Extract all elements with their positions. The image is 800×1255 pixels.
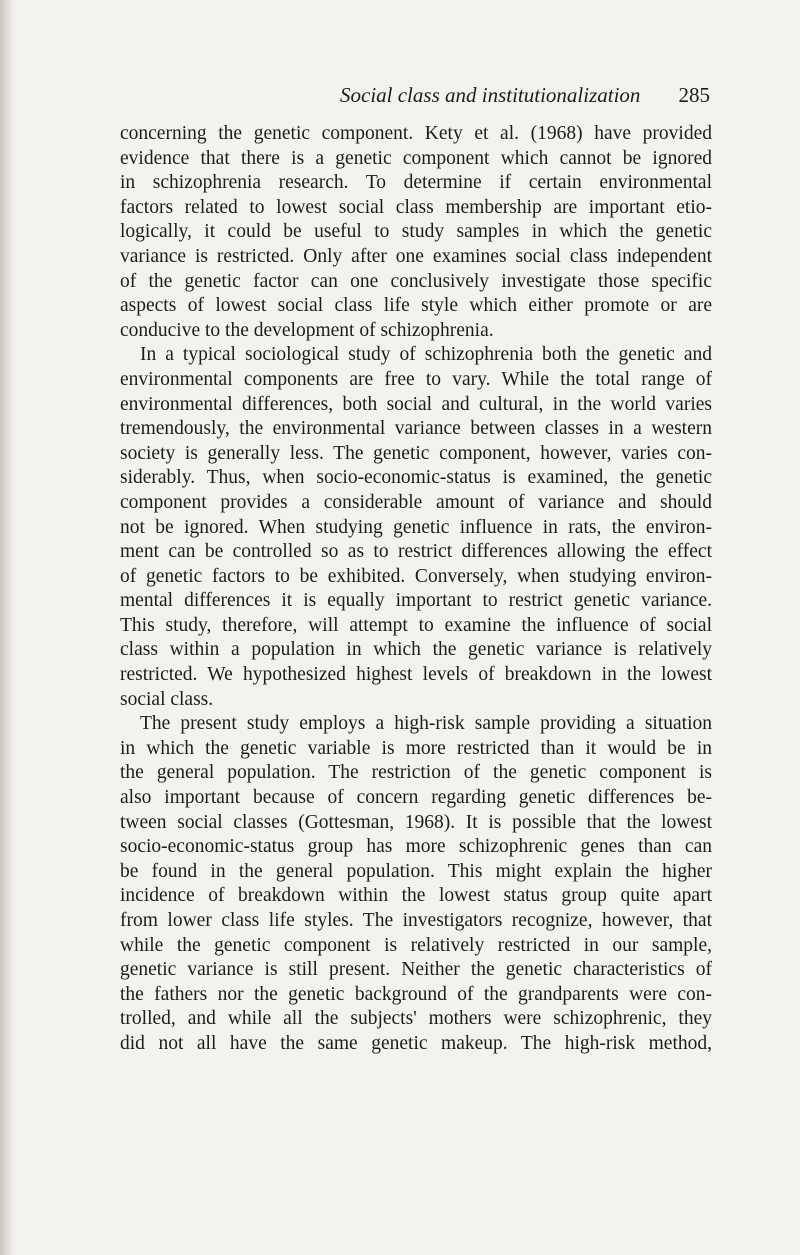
text-line: environmental components are free to vary. While the total range of — [120, 368, 712, 390]
text-line: logically, it could be useful to study samples in which the genetic — [120, 221, 712, 243]
text-line: the general population. The restriction of the genetic component is — [120, 762, 712, 784]
page-gutter-shadow — [0, 0, 14, 1255]
text-line: of the genetic factor can one conclusively investigate those specific — [120, 270, 712, 292]
text-line: siderably. Thus, when socio-economic-status is examined, the genetic — [120, 467, 712, 489]
text-line: while the genetic component is relatively restricted in our sample, — [120, 934, 712, 956]
text-line: trolled, and while all the subjects' mothers were schizophrenic, they — [120, 1008, 712, 1030]
text-line: be found in the general population. This might explain the higher — [120, 860, 712, 882]
text-line: did not all have the same genetic makeup. The high-risk method, — [120, 1032, 712, 1054]
text-line: In a typical sociological study of schizophrenia both the genetic and — [140, 344, 712, 366]
text-line: not be ignored. When studying genetic influence in rats, the environ- — [120, 516, 712, 538]
text-line: variance is restricted. Only after one examines social class independent — [120, 245, 712, 267]
running-title: Social class and institutionalization — [340, 83, 641, 107]
text-line: evidence that there is a genetic component which cannot be ignored — [120, 147, 712, 169]
text-line: This study, therefore, will attempt to examine the influence of social — [120, 614, 712, 636]
text-line: aspects of lowest social class life style which either promote or are — [120, 295, 712, 317]
text-line: concerning the genetic component. Kety et al. (1968) have provided — [120, 123, 712, 144]
text-line: tween social classes (Gottesman, 1968). It is possible that the lowest — [120, 811, 712, 833]
text-line: the fathers nor the genetic background of the grandparents were con- — [120, 983, 712, 1005]
text-line: from lower class life styles. The investigators recognize, however, that — [120, 910, 712, 931]
text-line: factors related to lowest social class membership are important etio- — [120, 196, 712, 218]
text-line: tremendously, the environmental variance between classes in a western — [120, 418, 712, 440]
text-line: ment can be controlled so as to restrict differences allowing the effect — [120, 541, 712, 563]
text-line: conducive to the development of schizophrenia. — [120, 319, 494, 341]
text-line: component provides a considerable amount of variance and should — [120, 491, 712, 513]
body-text — [120, 122, 712, 1057]
text-line: environmental differences, both social and cultural, in the world varies — [120, 393, 712, 415]
text-line: social class. — [120, 688, 214, 710]
text-line: socio-economic-status group has more schizophrenic genes than can — [120, 836, 712, 858]
text-line: in schizophrenia research. To determine if certain environmental — [120, 172, 712, 194]
running-head — [340, 78, 710, 112]
text-line: society is generally less. The genetic component, however, varies con- — [120, 442, 712, 464]
text-line: incidence of breakdown within the lowest status group quite apart — [120, 885, 712, 907]
text-line: of genetic factors to be exhibited. Conversely, when studying environ- — [120, 565, 712, 587]
text-line: class within a population in which the genetic variance is relatively — [120, 639, 712, 661]
text-line: restricted. We hypothesized highest levels of breakdown in the lowest — [120, 664, 712, 686]
text-line: in which the genetic variable is more restricted than it would be in — [120, 737, 712, 759]
text-line: genetic variance is still present. Neither the genetic characteristics of — [120, 959, 712, 981]
page-number: 285 — [678, 83, 710, 107]
text-line: The present study employs a high-risk sample providing a situation — [140, 713, 712, 735]
text-line: also important because of concern regarding genetic differences be- — [120, 787, 712, 809]
text-line: mental differences it is equally important to restrict genetic variance. — [120, 590, 712, 612]
